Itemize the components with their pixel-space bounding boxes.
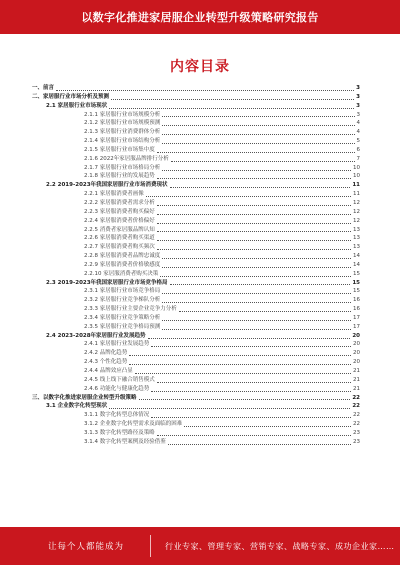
toc-entry-page: 23: [353, 429, 360, 436]
toc-leader-dots: [184, 422, 351, 427]
toc-leader-dots: [157, 148, 355, 153]
toc-entry-label: 3.1.3 数字化转型路径及策略: [84, 429, 155, 436]
toc-entry-label: 2.4.6 功能化与健康化趋势: [84, 385, 150, 392]
toc-entry-label: 2.4.3 个性化趋势: [84, 359, 128, 366]
toc-entry-label: 2.2.9 家居服消费者价格敏感度: [84, 261, 161, 268]
footer-tagline: 行业专家、管理专家、营销专家、战略专家、成功企业家……: [165, 541, 395, 551]
toc-entry-page: 13: [353, 244, 360, 251]
toc-leader-dots: [162, 254, 351, 259]
toc-entry-label: 2.1.3 家居服行业消费群体分析: [84, 129, 161, 136]
toc-entry[interactable]: [32, 402, 360, 411]
toc-entry-label: 2.3.4 家居服行业竞争策略分析: [84, 314, 161, 321]
toc-entry[interactable]: [32, 199, 360, 208]
toc-leader-dots: [179, 307, 351, 312]
toc-entry-label: 2.2.8 家居服消费者品牌忠诚度: [84, 253, 161, 260]
toc-leader-dots: [129, 351, 351, 356]
toc-entry-page: 3: [356, 85, 360, 91]
toc-entry-label: 2.3.2 家居服行业竞争梯队分析: [84, 297, 161, 304]
toc-leader-dots: [162, 121, 354, 126]
toc-leader-dots: [151, 387, 351, 392]
toc-entry[interactable]: [32, 243, 360, 252]
toc-entry[interactable]: [32, 340, 360, 349]
toc-entry-page: 13: [353, 235, 360, 242]
toc-entry-label: 2.2.1 家居服消费者画像: [84, 191, 144, 198]
toc-leader-dots: [157, 236, 351, 241]
toc-entry-page: 21: [353, 376, 360, 383]
toc-entry[interactable]: [32, 93, 360, 102]
toc-leader-dots: [139, 395, 351, 400]
toc-entry-page: 17: [353, 323, 360, 330]
toc-leader-dots: [109, 404, 350, 409]
toc-entry[interactable]: [32, 164, 360, 173]
toc-leader-dots: [157, 227, 351, 232]
toc-entry[interactable]: [32, 119, 360, 128]
toc-entry[interactable]: [32, 252, 360, 261]
toc-leader-dots: [56, 86, 354, 91]
toc-entry-label: 2.4.2 品牌化趋势: [84, 350, 128, 357]
toc-entry[interactable]: [32, 420, 360, 429]
toc-entry-page: 22: [353, 421, 360, 428]
toc-entry-label: 2.2.6 家居服消费者购买渠道: [84, 235, 155, 242]
toc-leader-dots: [162, 325, 351, 330]
toc-entry-page: 5: [356, 138, 360, 145]
toc-entry[interactable]: [32, 226, 360, 235]
toc-entry-page: 14: [353, 253, 360, 260]
toc-entry[interactable]: [32, 217, 360, 226]
toc-entry-label: 2.4 2023-2028年家居服行业发展趋势: [46, 332, 146, 339]
toc-entry-label: 3.1.4 数字化转型案例及经验借鉴: [84, 438, 166, 445]
toc-entry[interactable]: [32, 137, 360, 146]
toc-leader-dots: [129, 360, 351, 365]
toc-leader-dots: [162, 166, 351, 171]
toc-entry[interactable]: [32, 234, 360, 243]
toc-entry-label: 2.3.3 家居服行业主要企业竞争力分析: [84, 306, 177, 313]
toc-entry-label: 2.1.1 家居服行业市场规模分析: [84, 111, 161, 118]
toc-entry-label: 2.1.7 家居服行业市场格局分析: [84, 164, 161, 171]
toc-entry-label: 2.2 2019-2023年我国家居服行业市场消费现状: [46, 182, 168, 189]
toc-entry[interactable]: [32, 84, 360, 93]
toc-leader-dots: [168, 440, 351, 445]
toc-entry-label: 2.2.4 家居服消费者价格偏好: [84, 217, 155, 224]
toc-entry-label: 2.1 家居服行业市场现状: [46, 102, 108, 109]
toc-entry-page: 23: [353, 438, 360, 445]
toc-entry-label: 3.1.2 企业数字化转型需求及面临的困难: [84, 421, 183, 428]
toc-entry-page: 20: [353, 341, 360, 348]
toc-entry[interactable]: [32, 332, 360, 341]
toc-entry-page: 3: [356, 111, 360, 118]
toc-entry-page: 11: [352, 182, 360, 189]
toc-leader-dots: [160, 272, 351, 277]
toc-entry[interactable]: [32, 261, 360, 270]
toc-entry-page: 17: [353, 314, 360, 321]
toc-leader-dots: [162, 263, 351, 268]
toc-leader-dots: [151, 413, 351, 418]
toc-entry-label: 2.3.5 家居服行业竞争格局预测: [84, 323, 161, 330]
toc-entry-label: 2.4.4 品牌效应凸显: [84, 368, 133, 374]
toc-entry[interactable]: [32, 349, 360, 358]
toc-leader-dots: [135, 369, 351, 374]
toc-entry[interactable]: [32, 208, 360, 217]
toc-entry-label: 2.1.8 家居服行业的发展趋势: [84, 173, 155, 180]
toc-entry-page: 3: [356, 102, 360, 109]
toc-leader-dots: [162, 289, 351, 294]
toc-entry[interactable]: [32, 305, 360, 314]
toc-entry-page: 22: [352, 403, 360, 410]
toc-entry-page: 22: [353, 412, 360, 419]
toc-leader-dots: [171, 157, 355, 162]
toc-entry[interactable]: [32, 323, 360, 332]
toc-entry-label: 2.4.1 家居服行业发展趋势: [84, 341, 150, 348]
toc-entry[interactable]: [32, 146, 360, 155]
toc-entry[interactable]: [32, 394, 360, 403]
toc-entry-page: 12: [353, 199, 360, 206]
toc-entry-page: 7: [356, 155, 360, 162]
toc-entry-label: 2.4.5 线上线下融合销售模式: [84, 376, 155, 383]
toc-leader-dots: [170, 183, 351, 188]
toc-leader-dots: [162, 298, 351, 303]
toc-entry[interactable]: [32, 181, 360, 190]
toc-leader-dots: [162, 316, 351, 321]
toc-entry-label: 2.2.2 家居服消费者需求分析: [84, 199, 155, 206]
toc-leader-dots: [170, 280, 351, 285]
footer-divider: [150, 535, 151, 557]
toc-entry-page: 13: [353, 226, 360, 233]
toc-entry-label: 一、前言: [32, 85, 55, 91]
toc-entry[interactable]: [32, 287, 360, 296]
table-of-contents: [32, 84, 360, 447]
toc-leader-dots: [157, 378, 351, 383]
page-footer: [0, 527, 400, 565]
toc-entry-page: 10: [353, 164, 360, 171]
toc-leader-dots: [109, 104, 354, 109]
page-header: [0, 0, 400, 34]
toc-leader-dots: [157, 210, 351, 215]
toc-entry[interactable]: [32, 279, 360, 288]
toc-entry-page: 20: [353, 350, 360, 357]
toc-entry[interactable]: [32, 190, 360, 199]
report-title: 以数字化推进家居服企业转型升级策略研究报告: [81, 11, 319, 24]
toc-entry[interactable]: [32, 367, 360, 376]
toc-entry[interactable]: [32, 358, 360, 367]
toc-entry-label: 二、家居服行业市场分析及预测: [32, 93, 110, 100]
toc-entry[interactable]: [32, 411, 360, 420]
toc-entry-page: 15: [353, 288, 360, 295]
toc-entry[interactable]: [32, 172, 360, 181]
toc-entry-page: 4: [356, 120, 360, 127]
toc-leader-dots: [157, 201, 351, 206]
toc-leader-dots: [151, 342, 351, 347]
toc-entry-label: 2.2.5 消费者家居服品牌认知: [84, 226, 155, 233]
toc-heading: 内容目录: [170, 59, 230, 75]
toc-leader-dots: [148, 334, 351, 339]
toc-entry-page: 16: [353, 306, 360, 313]
toc-entry-page: 14: [353, 261, 360, 268]
toc-entry-page: 6: [356, 146, 360, 153]
toc-entry[interactable]: [32, 111, 360, 120]
toc-leader-dots: [146, 192, 351, 197]
toc-entry-page: 12: [353, 208, 360, 215]
toc-entry[interactable]: [32, 128, 360, 137]
toc-entry-label: 2.1.6 2022年家居服品牌排行分析: [84, 155, 169, 162]
toc-entry-page: 3: [356, 93, 360, 100]
toc-entry-page: 15: [353, 270, 360, 277]
toc-entry[interactable]: [32, 314, 360, 323]
toc-leader-dots: [157, 431, 351, 436]
toc-entry-page: 20: [353, 359, 360, 366]
toc-entry-label: 2.3.1 家居服行业市场竞争格局: [84, 288, 161, 295]
toc-entry-label: 3.1 企业数字化转型现状: [46, 403, 108, 410]
toc-entry-page: 12: [353, 217, 360, 224]
toc-entry-label: 2.1.4 家居服行业市场结构分析: [84, 138, 161, 145]
toc-entry-label: 2.3 2019-2023年我国家居服行业市场竞争格局: [46, 279, 168, 286]
toc-entry-label: 2.2.3 家居服消费者购买偏好: [84, 208, 155, 215]
toc-entry[interactable]: [32, 102, 360, 111]
toc-leader-dots: [162, 130, 354, 135]
toc-entry-page: 4: [356, 129, 360, 136]
toc-entry[interactable]: [32, 376, 360, 385]
toc-entry[interactable]: [32, 385, 360, 394]
toc-entry-page: 21: [353, 368, 360, 374]
toc-leader-dots: [157, 174, 351, 179]
toc-entry-label: 3.1.1 数字化转型总体情况: [84, 412, 150, 419]
toc-entry-page: 20: [352, 332, 360, 339]
toc-entry-page: 10: [353, 173, 360, 180]
toc-leader-dots: [111, 95, 354, 100]
toc-leader-dots: [157, 245, 351, 250]
toc-entry-page: 22: [352, 394, 360, 401]
toc-entry[interactable]: [32, 429, 360, 438]
toc-entry-page: 11: [353, 191, 360, 198]
toc-entry[interactable]: [32, 155, 360, 164]
toc-entry-page: 15: [352, 279, 360, 286]
toc-entry-label: 2.2.10 家居服消费者购买决策: [84, 270, 159, 277]
toc-leader-dots: [162, 112, 354, 117]
toc-entry-label: 2.1.5 家居服行业市场集中度: [84, 146, 155, 153]
toc-entry[interactable]: [32, 270, 360, 279]
toc-entry-page: 21: [353, 385, 360, 392]
toc-entry[interactable]: [32, 438, 360, 447]
toc-entry-label: 2.1.2 家居服行业市场规模预测: [84, 120, 161, 127]
toc-leader-dots: [157, 219, 351, 224]
toc-entry-label: 三、以数字化推进家居服企业转型升级策略: [32, 394, 137, 401]
toc-leader-dots: [162, 139, 354, 144]
toc-entry[interactable]: [32, 296, 360, 305]
footer-slogan: 让每个人都能成为: [48, 542, 125, 552]
toc-entry-label: 2.2.7 家居服消费者购买频次: [84, 244, 155, 251]
toc-entry-page: 16: [353, 297, 360, 304]
